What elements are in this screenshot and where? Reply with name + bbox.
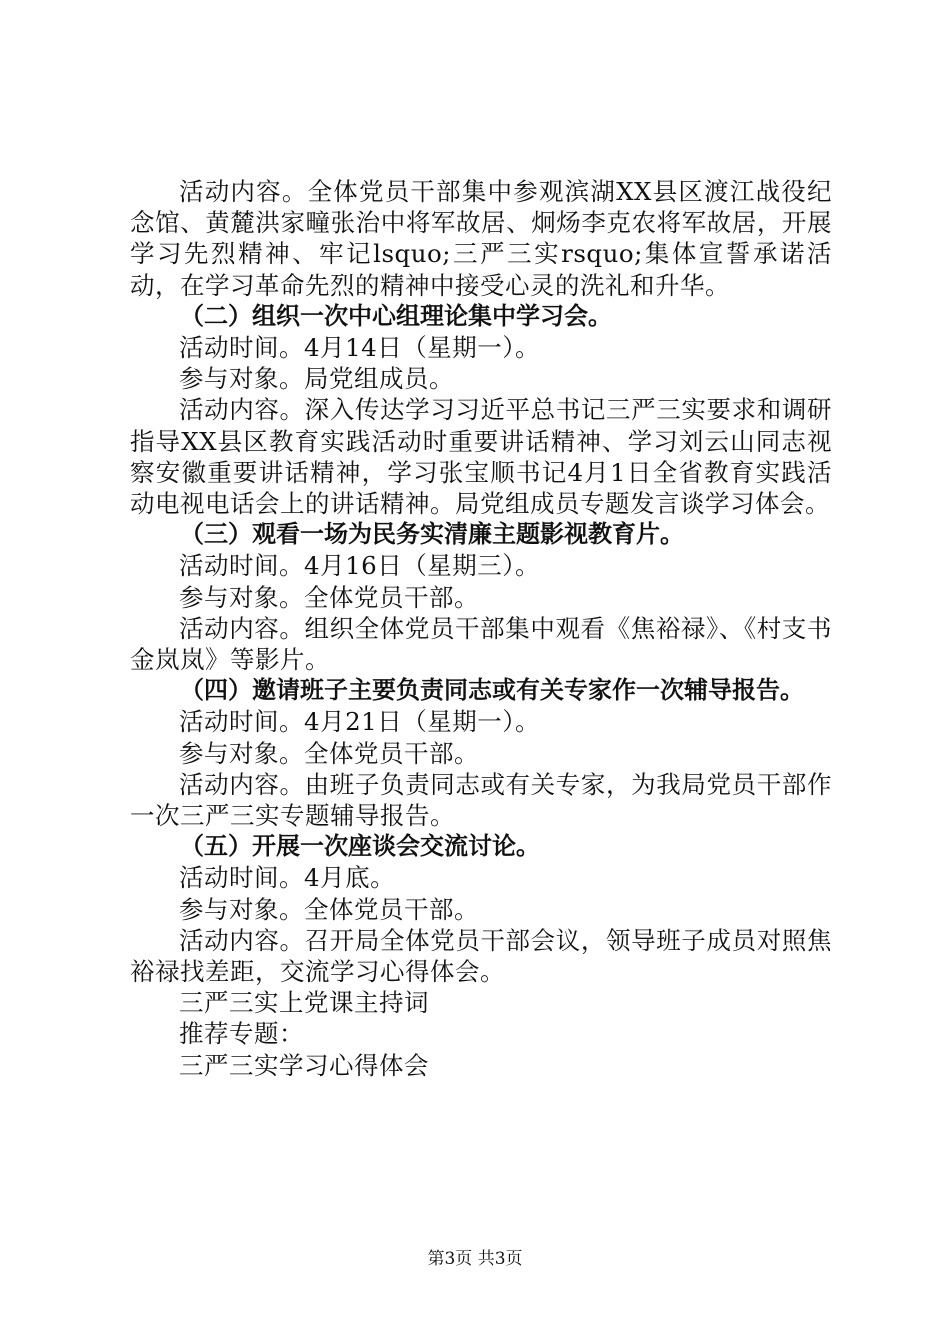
section-heading: （五）开展一次座谈会交流讨论。 [180, 832, 540, 861]
paragraph: 活动时间。4月14日（星期一）。 [179, 333, 541, 363]
page-footer: 第3页 共3页 [427, 1249, 523, 1269]
section-heading: （三）观看一场为民务实清廉主题影视教育片。 [180, 520, 684, 549]
paragraph: 参与对象。全体党员干部。 [179, 582, 479, 612]
paragraph: 三严三实学习心得体会 [179, 1050, 429, 1080]
paragraph: 活动内容。组织全体党员干部集中观看《焦裕禄》、《村支书金岚岚》等影片。 [130, 613, 832, 675]
paragraph: 活动内容。召开局全体党员干部会议，领导班子成员对照焦裕禄找差距，交流学习心得体会。 [130, 925, 832, 987]
paragraph: 活动时间。4月16日（星期三）。 [179, 551, 541, 581]
paragraph: 活动内容。深入传达学习习近平总书记三严三实要求和调研指导XX县区教育实践活动时重要讲话精神、学习刘云山同志视察安徽重要讲话精神，学习张宝顺书记4月1日全省教育实践活动电视电话会上的讲话精神。局党组成员专题发言谈学习体会。 [130, 395, 832, 519]
section-heading: （二）组织一次中心组理论集中学习会。 [180, 301, 612, 330]
paragraph: 参与对象。全体党员干部。 [179, 738, 479, 768]
paragraph: 活动内容。由班子负责同志或有关专家，为我局党员干部作一次三严三实专题辅导报告。 [130, 769, 832, 831]
paragraph: 活动时间。4月21日（星期一）。 [179, 707, 541, 737]
paragraph: 三严三实上党课主持词 [179, 988, 429, 1018]
paragraph: 活动时间。4月底。 [179, 863, 396, 893]
paragraph: 活动内容。全体党员干部集中参观滨湖XX县区渡江战役纪念馆、黄麓洪家疃张治中将军故居、炯炀李克农将军故居，开展学习先烈精神、牢记lsquo;三严三实rsquo;集体宣誓承诺活动，在学习革命先烈的精神中接受心灵的洗礼和升华。 [130, 177, 832, 300]
document-body [130, 176, 832, 1081]
paragraph: 推荐专题： [179, 1019, 304, 1049]
section-heading: （四）邀请班子主要负责同志或有关专家作一次辅导报告。 [180, 676, 804, 705]
paragraph: 参与对象。全体党员干部。 [179, 894, 479, 924]
paragraph: 参与对象。局党组成员。 [179, 364, 454, 394]
